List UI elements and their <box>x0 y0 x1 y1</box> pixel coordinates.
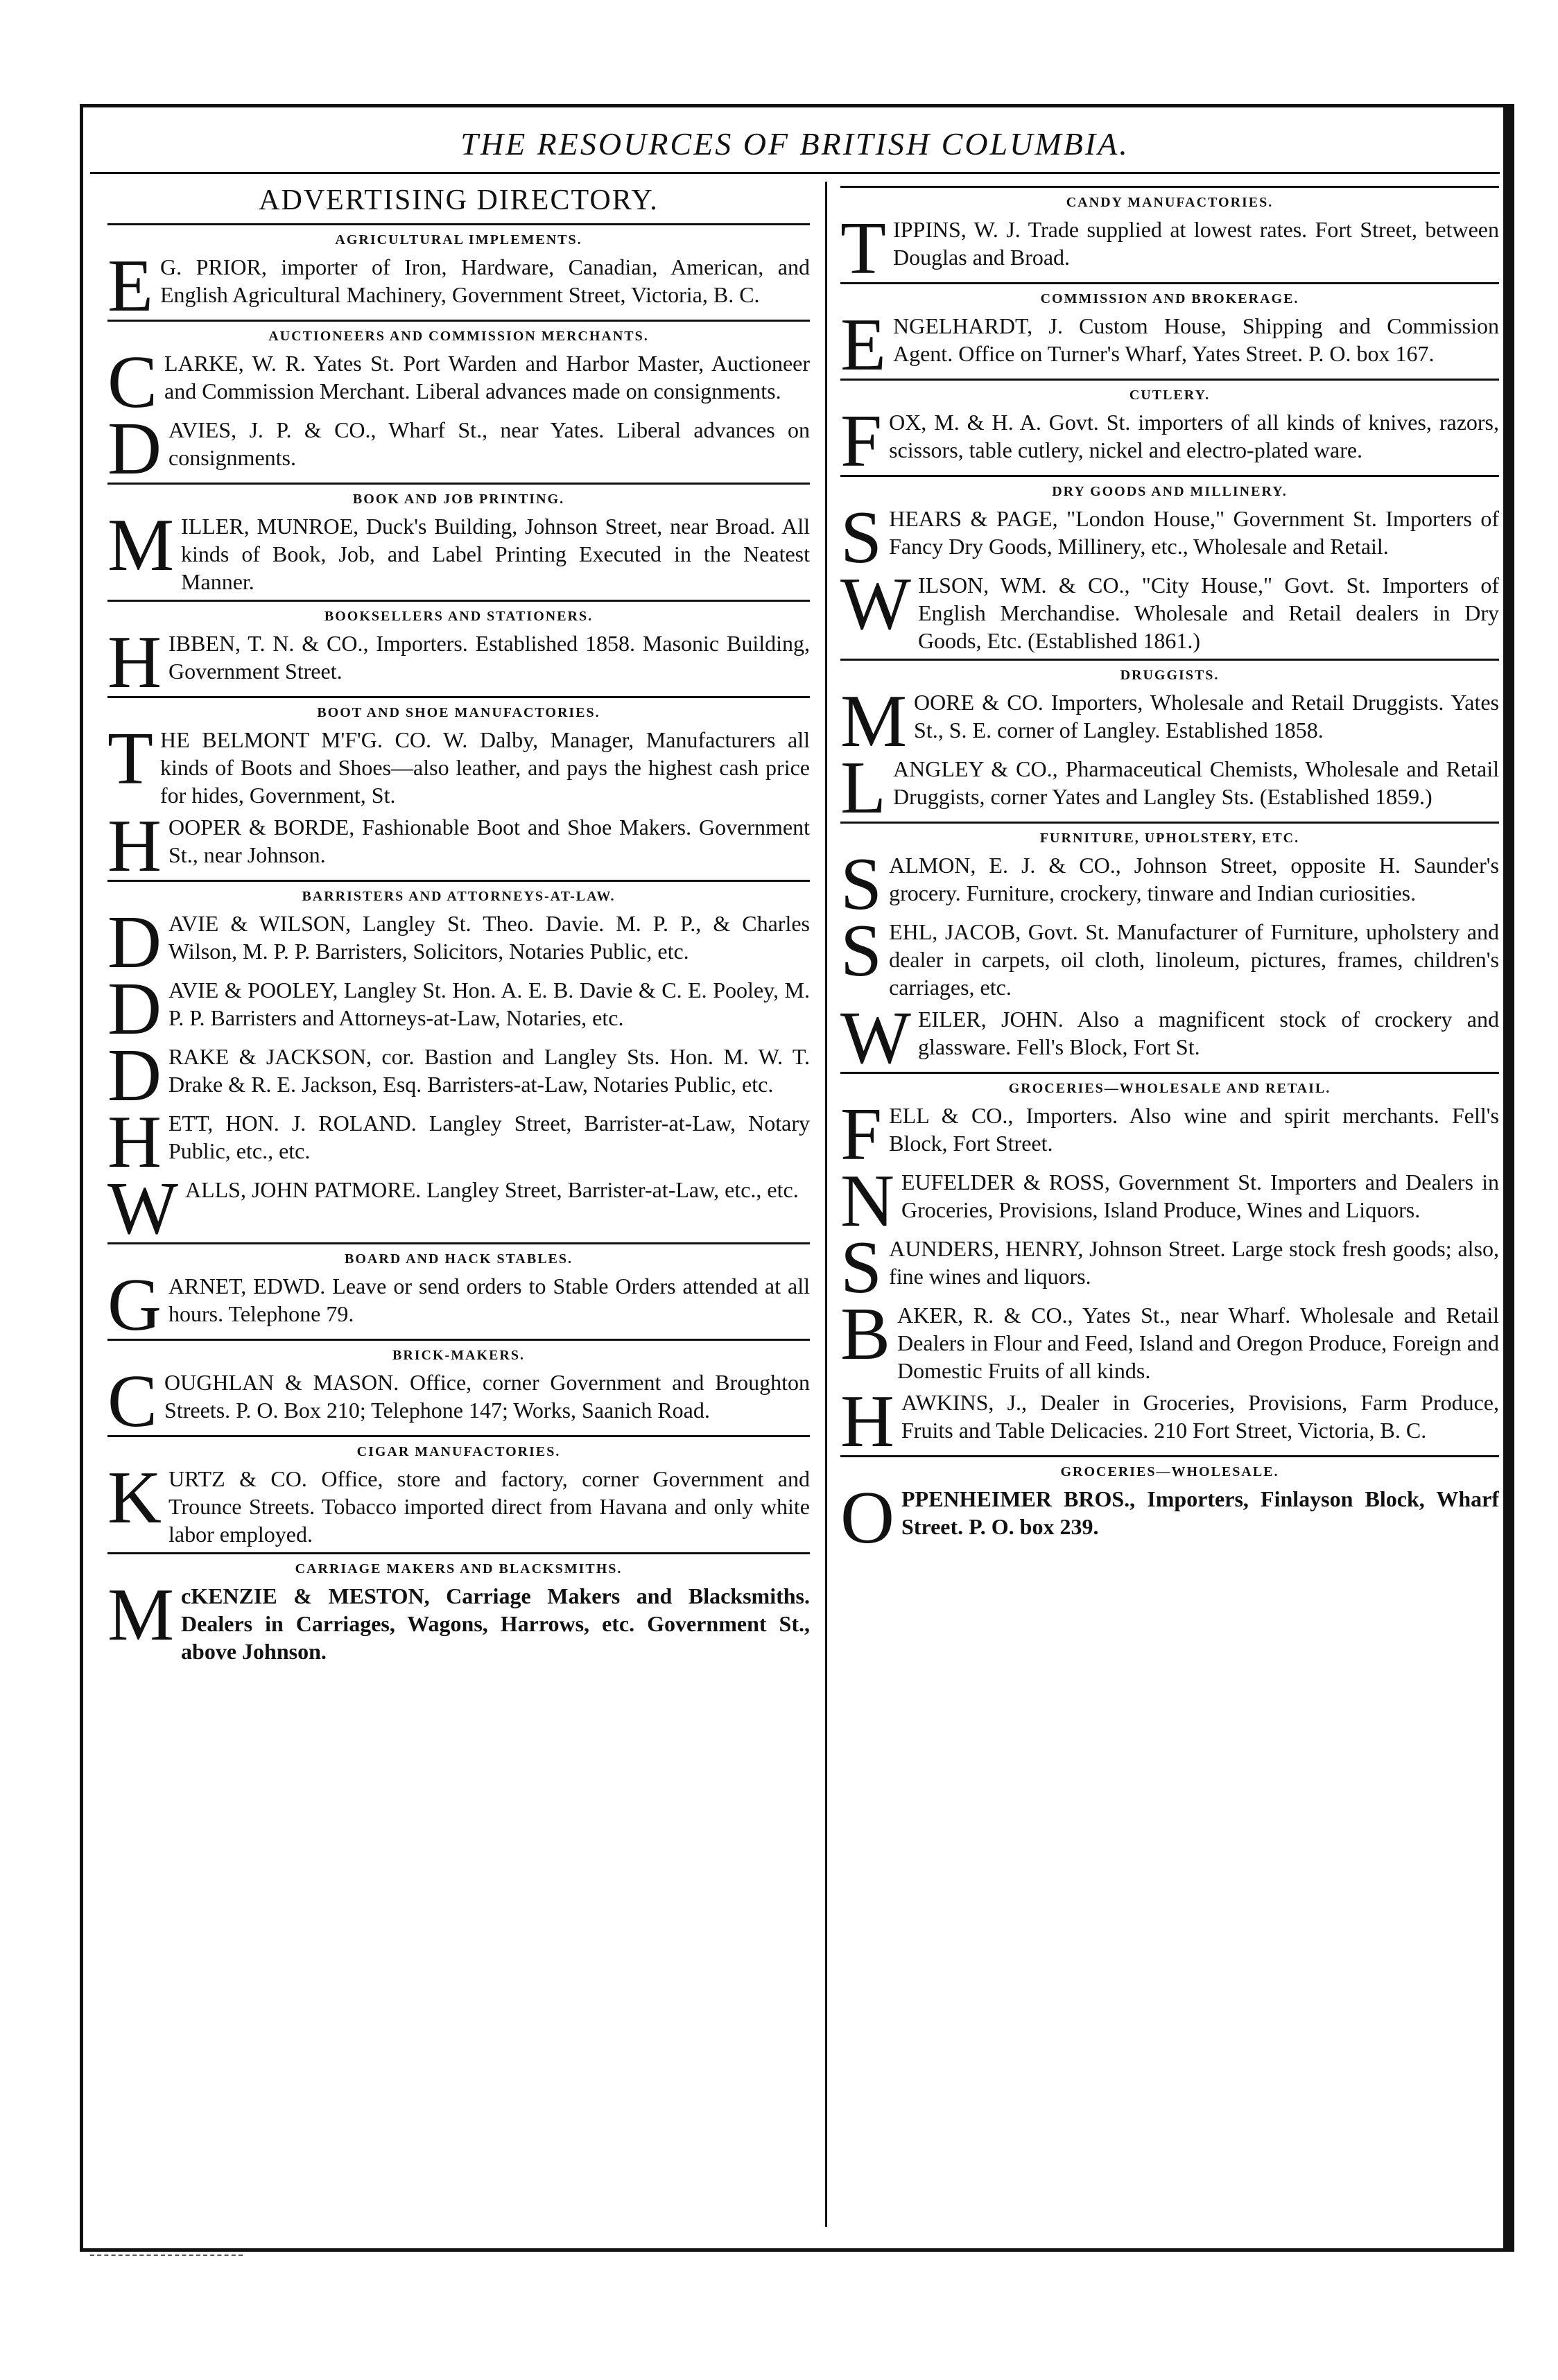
drop-initial: S <box>840 910 883 992</box>
entry-text: HEARS & PAGE, "London House," Government St. Importers of Fancy Dry Goods, Millinery, etc., Wholesale and Retail. <box>889 506 1499 559</box>
section-groceries-wholesale <box>840 1455 1499 1552</box>
directory-entry <box>107 621 810 704</box>
section-booksellers-and-stationers <box>107 600 810 704</box>
section-candy-manufactories <box>840 186 1499 290</box>
entry-text: OUGHLAN & MASON. Office, corner Government and Broughton Streets. P. O. Box 210; Telephone 147; Works, Saanich Road. <box>164 1370 810 1423</box>
entry-text: OORE & CO. Importers, Wholesale and Retail Druggists. Yates St., S. E. corner of Langley. Established 1858. <box>914 690 1499 742</box>
drop-initial: C <box>107 1360 158 1443</box>
drop-initial: D <box>107 1034 162 1117</box>
drop-initial: E <box>840 304 886 386</box>
drop-initial: H <box>840 1380 894 1463</box>
entry-text: EUFELDER & ROSS, Government St. Importers and Dealers in Groceries, Provisions, Island Produce, Wines and Liquors. <box>901 1170 1499 1222</box>
directory-entry <box>107 1264 810 1346</box>
drop-initial: W <box>107 1167 178 1250</box>
section-heading: BOOT AND SHOE MANUFACTORIES. <box>107 696 810 723</box>
directory-entry <box>107 901 810 984</box>
section-commission-and-brokerage <box>840 282 1499 386</box>
directory-entry <box>107 1167 810 1250</box>
section-heading: CANDY MANUFACTORIES. <box>840 186 1499 213</box>
section-heading: CUTLERY. <box>840 379 1499 406</box>
drop-initial: W <box>840 563 911 645</box>
entry-text: URTZ & CO. Office, store and factory, corner Government and Trounce Streets. Tobacco imported direct from Havana and only white labor employed. <box>168 1466 810 1547</box>
directory-entry <box>107 1574 810 1665</box>
directory-entry <box>107 805 810 887</box>
entry-text: PPENHEIMER BROS., Importers, Finlayson Block, Wharf Street. P. O. box 239. <box>901 1486 1499 1539</box>
section-book-and-job-printing <box>107 483 810 596</box>
entry-text: LARKE, W. R. Yates St. Port Warden and Harbor Master, Auctioneer and Commission Merchant. Liberal advances made on consignments. <box>164 351 810 403</box>
entry-text: OOPER & BORDE, Fashionable Boot and Shoe Makers. Government St., near Johnson. <box>168 815 810 867</box>
directory-entry <box>107 1101 810 1183</box>
directory-entry <box>107 718 810 809</box>
directory-entry <box>107 341 810 424</box>
section-boot-and-shoe-manufactories <box>107 696 810 887</box>
section-heading: AGRICULTURAL IMPLEMENTS. <box>107 223 810 250</box>
drop-initial: M <box>840 680 908 763</box>
entry-text: AUNDERS, HENRY, Johnson Street. Large stock fresh goods; also, fine wines and liquors. <box>889 1236 1499 1289</box>
entry-text: ALMON, E. J. & CO., Johnson Street, opposite H. Saunder's grocery. Furniture, crockery, tinware and Indian curiosities. <box>889 853 1499 905</box>
drop-initial: H <box>107 1101 162 1183</box>
right-column <box>840 182 1499 1552</box>
bottom-rule-mark <box>90 2255 243 2259</box>
drop-initial: S <box>840 496 883 579</box>
entry-text: AVIE & WILSON, Langley St. Theo. Davie. M. P. P., & Charles Wilson, M. P. P. Barristers, Solicitors, Notaries Public, etc. <box>168 911 810 964</box>
section-agricultural-implements <box>107 223 810 327</box>
directory-entry <box>840 680 1499 763</box>
page-title: THE RESOURCES OF BRITISH COLUMBIA. <box>460 126 1129 162</box>
directory-entry <box>840 563 1499 654</box>
directory-entry <box>840 1093 1499 1176</box>
directory-entry <box>840 496 1499 579</box>
directory-title: ADVERTISING DIRECTORY. <box>259 184 659 216</box>
entry-text: G. PRIOR, importer of Iron, Hardware, Canadian, American, and English Agricultural Machinery, Government Street, Victoria, B. C. <box>159 254 810 307</box>
drop-initial: F <box>840 400 883 483</box>
drop-initial: D <box>107 968 162 1050</box>
section-heading: BARRISTERS AND ATTORNEYS-AT-LAW. <box>107 880 810 907</box>
entry-text: ARNET, EDWD. Leave or send orders to Stable Orders attended at all hours. Telephone 79. <box>168 1274 810 1326</box>
drop-initial: H <box>107 621 162 704</box>
directory-entry <box>107 408 810 490</box>
drop-initial: B <box>840 1293 891 1375</box>
drop-initial: S <box>840 843 883 926</box>
section-brick-makers <box>107 1339 810 1443</box>
directory-entry <box>840 400 1499 483</box>
entry-text: RAKE & JACKSON, cor. Bastion and Langley Sts. Hon. M. W. T. Drake & R. E. Jackson, Esq. Barristers-at-Law, Notaries Public, etc. <box>168 1044 810 1097</box>
entry-text: EILER, JOHN. Also a magnificent stock of crockery and glassware. Fell's Block, Fort St. <box>917 1007 1499 1059</box>
directory-entry <box>840 304 1499 386</box>
drop-initial: C <box>107 341 158 424</box>
directory-entry <box>107 968 810 1050</box>
drop-initial: O <box>840 1477 894 1552</box>
entry-text: AVIE & POOLEY, Langley St. Hon. A. E. B. Davie & C. E. Pooley, M. P. P. Barristers and Attorneys-at-Law, Notaries, etc. <box>168 978 810 1030</box>
section-heading: GROCERIES—WHOLESALE. <box>840 1455 1499 1482</box>
section-heading: DRY GOODS AND MILLINERY. <box>840 475 1499 502</box>
entry-text: ANGLEY & CO., Pharmaceutical Chemists, Wholesale and Retail Druggists, corner Yates and Langley Sts. (Established 1859.) <box>892 756 1499 809</box>
section-heading: BOOKSELLERS AND STATIONERS. <box>107 600 810 627</box>
section-auctioneers-and-commission-merchants <box>107 320 810 490</box>
section-barristers-and-attorneys-at-law <box>107 880 810 1250</box>
entry-text: cKENZIE & MESTON, Carriage Makers and Blacksmiths. Dealers in Carriages, Wagons, Harrows, etc. Government St., above Johnson. <box>181 1583 810 1664</box>
drop-initial: L <box>840 747 886 829</box>
section-heading: DRUGGISTS. <box>840 659 1499 686</box>
drop-initial: S <box>840 1226 883 1309</box>
section-heading: FURNITURE, UPHOLSTERY, ETC. <box>840 822 1499 849</box>
section-dry-goods-and-millinery <box>840 475 1499 654</box>
directory-entry <box>840 910 1499 1001</box>
entry-text: IPPINS, W. J. Trade supplied at lowest rates. Fort Street, between Douglas and Broad. <box>892 217 1499 270</box>
section-heading: BOOK AND JOB PRINTING. <box>107 483 810 510</box>
section-heading: CARRIAGE MAKERS AND BLACKSMITHS. <box>107 1552 810 1579</box>
column-divider <box>825 182 827 2227</box>
entry-text: OX, M. & H. A. Govt. St. importers of all kinds of knives, razors, scissors, table cutlery, nickel and electro-plated ware. <box>889 410 1499 462</box>
directory-entry <box>840 747 1499 829</box>
entry-text: AWKINS, J., Dealer in Groceries, Provisions, Farm Produce, Fruits and Table Delicacies. 210 Fort Street, Victoria, B. C. <box>901 1390 1499 1443</box>
section-board-and-hack-stables <box>107 1242 810 1346</box>
drop-initial: W <box>840 997 911 1079</box>
entry-text: HE BELMONT M'F'G. CO. W. Dalby, Manager, Manufacturers all kinds of Boots and Shoes—also leather, and pays the highest cash price for hides, Government, St. <box>159 727 810 808</box>
directory-entry <box>107 504 810 596</box>
entry-text: AVIES, J. P. & CO., Wharf St., near Yates. Liberal advances on consignments. <box>168 417 810 470</box>
drop-initial: H <box>107 805 162 887</box>
directory-entry <box>107 1457 810 1548</box>
drop-initial: T <box>107 718 153 800</box>
drop-initial: M <box>107 1574 175 1656</box>
directory-entry <box>840 1226 1499 1309</box>
directory-entry <box>107 1034 810 1117</box>
page-edge-bar <box>1503 104 1514 2252</box>
section-heading: BOARD AND HACK STABLES. <box>107 1242 810 1269</box>
drop-initial: T <box>840 207 886 290</box>
drop-initial: M <box>107 504 175 587</box>
drop-initial: F <box>840 1093 883 1176</box>
entry-text: AKER, R. & CO., Yates St., near Wharf. Wholesale and Retail Dealers in Flour and Feed, Island and Oregon Produce, Foreign and Domestic Fruits of all kinds. <box>897 1303 1499 1383</box>
section-heading: COMMISSION AND BROKERAGE. <box>840 282 1499 309</box>
section-heading: BRICK-MAKERS. <box>107 1339 810 1366</box>
right-sections <box>840 186 1499 1552</box>
section-cigar-manufactories <box>107 1435 810 1548</box>
left-column <box>107 182 810 1669</box>
directory-entry <box>107 245 810 327</box>
directory-entry <box>840 1380 1499 1463</box>
drop-initial: D <box>107 408 162 490</box>
drop-initial: E <box>107 245 153 327</box>
entry-text: EHL, JACOB, Govt. St. Manufacturer of Furniture, upholstery and dealer in carpets, oil cloth, linoleum, pictures, frames, children's carriages, etc. <box>889 919 1499 1000</box>
section-heading: CIGAR MANUFACTORIES. <box>107 1435 810 1462</box>
directory-entry <box>840 843 1499 926</box>
drop-initial: K <box>107 1457 162 1539</box>
drop-initial: D <box>107 901 162 984</box>
directory-entry <box>840 997 1499 1079</box>
drop-initial: N <box>840 1160 894 1242</box>
directory-entry <box>840 207 1499 290</box>
section-heading: AUCTIONEERS AND COMMISSION MERCHANTS. <box>107 320 810 347</box>
entry-text: ETT, HON. J. ROLAND. Langley Street, Barrister-at-Law, Notary Public, etc., etc. <box>168 1111 810 1163</box>
entry-text: ILSON, WM. & CO., "City House," Govt. St. Importers of English Merchandise. Wholesale and Retail dealers in Dry Goods, Etc. (Established 1861.) <box>917 573 1499 653</box>
drop-initial: G <box>107 1264 162 1346</box>
left-sections <box>107 223 810 1665</box>
entry-text: NGELHARDT, J. Custom House, Shipping and Commission Agent. Office on Turner's Wharf, Yates Street. P. O. box 167. <box>892 313 1499 366</box>
section-cutlery <box>840 379 1499 483</box>
section-druggists <box>840 659 1499 829</box>
directory-entry <box>840 1477 1499 1552</box>
section-groceries-wholesale-and-retail <box>840 1072 1499 1463</box>
title-rule <box>90 172 1500 174</box>
entry-text: ELL & CO., Importers. Also wine and spirit merchants. Fell's Block, Fort Street. <box>889 1103 1499 1156</box>
entry-text: ALLS, JOHN PATMORE. Langley Street, Barrister-at-Law, etc., etc. <box>184 1177 799 1202</box>
section-carriage-makers-and-blacksmiths <box>107 1552 810 1665</box>
section-furniture-upholstery-etc <box>840 822 1499 1079</box>
directory-entry <box>840 1160 1499 1242</box>
directory-entry <box>840 1293 1499 1384</box>
section-heading: GROCERIES—WHOLESALE AND RETAIL. <box>840 1072 1499 1099</box>
entry-text: ILLER, MUNROE, Duck's Building, Johnson Street, near Broad. All kinds of Book, Job, and Label Printing Executed in the Neatest Manner. <box>181 514 810 594</box>
entry-text: IBBEN, T. N. & CO., Importers. Established 1858. Masonic Building, Government Street. <box>168 631 810 684</box>
directory-entry <box>107 1360 810 1443</box>
